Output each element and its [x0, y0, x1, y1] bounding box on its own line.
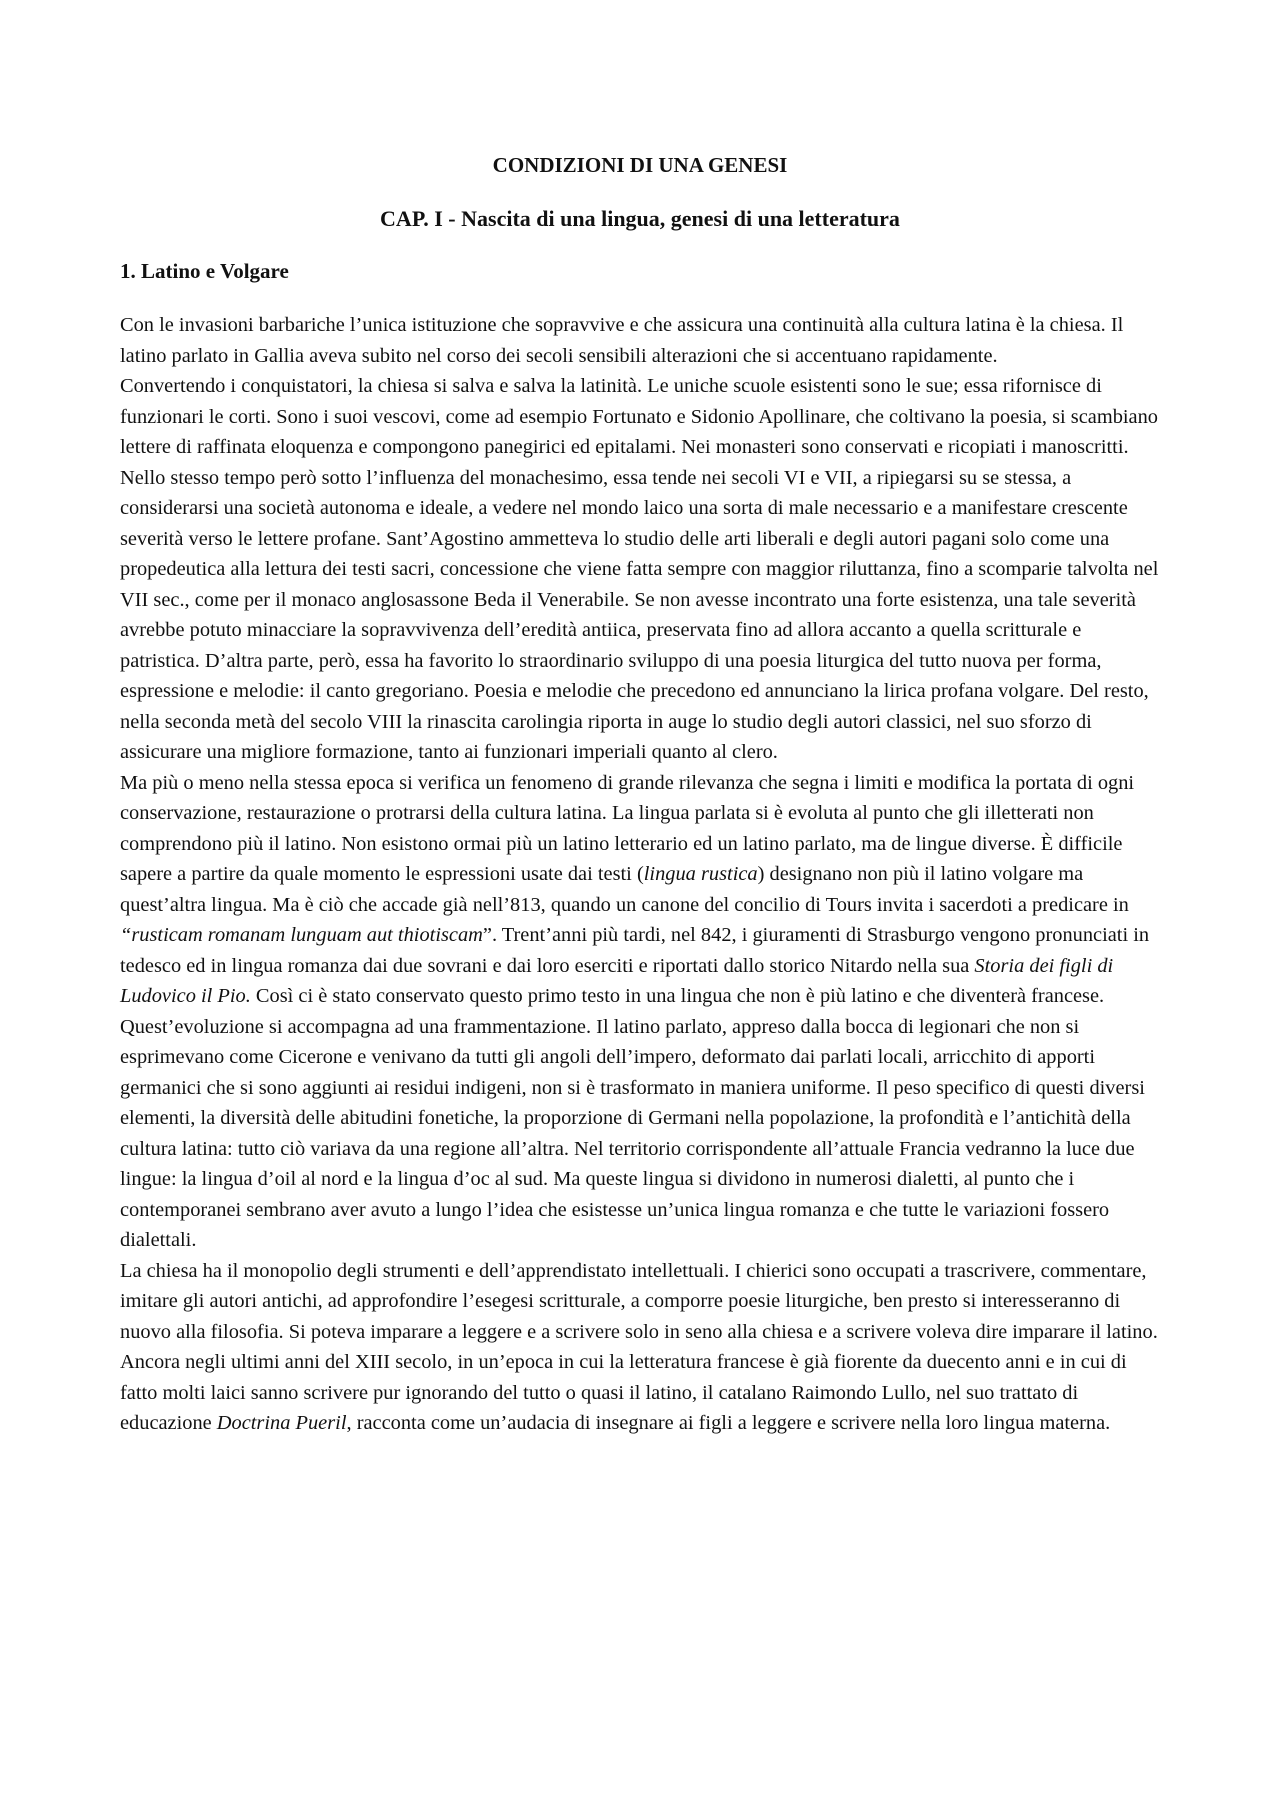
paragraph-4: Quest’evoluzione si accompagna ad una frammentazione. Il latino parlato, appreso dalla bocca di legionari che non si esprimevano come Cicerone e venivano da tutti gli angoli dell’impero, deformato dai parlati locali, arricchito di apporti germanici che si sono aggiunti ai residui indigeni, non si è trasformato in maniera uniforme. Il peso specifico di questi diversi elementi, la diversità delle abitudini fonetiche, la proporzione di Germani nella popolazione, la profondità e l’antichità della cultura latina: tutto ciò variava da una regione all’altra. Nel territorio corrispondente all’attuale Francia vedranno la luce due lingue: la lingua d’oil al nord e la lingua d’oc al sud. Ma queste lingua si dividono in numerosi dialetti, al punto che i contemporanei sembrano aver avuto a lungo l’idea che esistesse un’unica lingua romanza e che tutte le variazioni fossero dialettali. [120, 1015, 1145, 1251]
paragraph-3-italic-2: “rusticam romanam lunguam aut thiotiscam [120, 924, 483, 946]
paragraph-3-text-1: Ma più o meno nella stessa epoca si verifica un fenomeno di grande rilevanza che segna i limiti e modifica la portata di ogni conservazione, restaurazione o protrarsi della cultura latina. La lingua parlata si è evoluta al punto che gli illetterati non comprendono più il latino. Non esistono ormai più un latino letterario ed un latino parlato, ma de lingue diverse. È difficile sapere a partire da quale momento le espressioni usate dai testi ( [120, 771, 1135, 885]
paragraph-5-italic-1: Doctrina Pueril [216, 1412, 347, 1434]
document-body [120, 310, 1160, 1439]
paragraph-3-text-4: Così ci è stato conservato questo primo testo in una lingua che non è più latino e che diventerà francese. [250, 985, 1105, 1007]
document-title: CONDIZIONI DI UNA GENESI [492, 153, 788, 177]
section-heading: 1. Latino e Volgare [120, 259, 289, 283]
paragraph-3-italic-1: lingua rustica [643, 863, 758, 885]
paragraph-5-text-2: , racconta come un’audacia di insegnare ai figli a leggere e scrivere nella loro lingua materna. [346, 1412, 1111, 1434]
paragraph-5 [120, 1256, 1160, 1439]
document-page [120, 140, 1160, 1439]
chapter-heading: CAP. I - Nascita di una lingua, genesi di una letteratura [380, 206, 900, 231]
paragraph-2: Convertendo i conquistatori, la chiesa si salva e salva la latinità. Le uniche scuole esistenti sono le sue; essa rifornisce di funzionari le corti. Sono i suoi vescovi, come ad esempio Fortunato e Sidonio Apollinare, che coltivano la poesia, si scambiano lettere di raffinata eloquenza e compongono panegirici ed epitalami. Nei monasteri sono conservati e ricopiati i manoscritti. Nello stesso tempo però sotto l’influenza del monachesimo, essa tende nei secoli VI e VII, a ripiegarsi su se stessa, a considerarsi una società autonoma e ideale, a vedere nel mondo laico una sorta di male necessario e a manifestare crescente severità verso le lettere profane. Sant’Agostino ammetteva lo studio delle arti liberali e degli autori pagani solo come una propedeutica alla lettura dei testi sacri, concessione che viene fatta sempre con maggior riluttanza, fino a scomparie talvolta nel VII sec., come per il monaco anglosassone Beda il Venerabile. Se non avesse incontrato una forte esistenza, una tale severità avrebbe potuto minacciare la sopravvivenza dell’eredità antiica, preservata fino ad allora accanto a quella scritturale e patristica. D’altra parte, però, essa ha favorito lo straordinario sviluppo di una poesia liturgica del tutto nuova per forma, espressione e melodie: il canto gregoriano. Poesia e melodie che precedono ed annunciano la lirica profana volgare. Del resto, nella seconda metà del secolo VIII la rinascita carolingia riporta in auge lo studio degli autori classici, nel suo sforzo di assicurare una migliore formazione, tanto ai funzionari imperiali quanto al clero. [120, 375, 1159, 763]
paragraph-3-text-2: ) designano non più il latino volgare ma quest’altra lingua. Ma è ciò che accade già nell’813, quando un canone del concilio di Tours invita i sacerdoti a predicare in [120, 863, 1129, 916]
paragraph-3 [120, 768, 1160, 1012]
paragraph-3-text-3: ”. Trent’anni più tardi, nel 842, i giuramenti di Strasburgo vengono pronunciati in tedesco ed in lingua romanza dai due sovrani e dai loro eserciti e riportati dallo storico Nitardo nella sua [120, 924, 1150, 977]
paragraph-1: Con le invasioni barbariche l’unica istituzione che sopravvive e che assicura una continuità alla cultura latina è la chiesa. Il latino parlato in Gallia aveva subito nel corso dei secoli sensibili alterazioni che si accentuano rapidamente. [120, 314, 1124, 367]
paragraph-3-italic-3: Storia dei figli di Ludovico il Pio. [120, 954, 1114, 1007]
paragraph-5-text-1: La chiesa ha il monopolio degli strumenti e dell’apprendistato intellettuali. I chierici sono occupati a trascrivere, commentare, imitare gli autori antichi, ad approfondire l’esegesi scritturale, a comporre poesie liturgiche, ben presto si interesseranno di nuovo alla filosofia. Si poteva imparare a leggere e a scrivere solo in seno alla chiesa e a scrivere voleva dire imparare il latino. Ancora negli ultimi anni del XIII secolo, in un’epoca in cui la letteratura francese è già fiorente da duecento anni e in cui di fatto molti laici sanno scrivere pur ignorando del tutto o quasi il latino, il catalano Raimondo Lullo, nel suo trattato di educazione [120, 1259, 1158, 1434]
